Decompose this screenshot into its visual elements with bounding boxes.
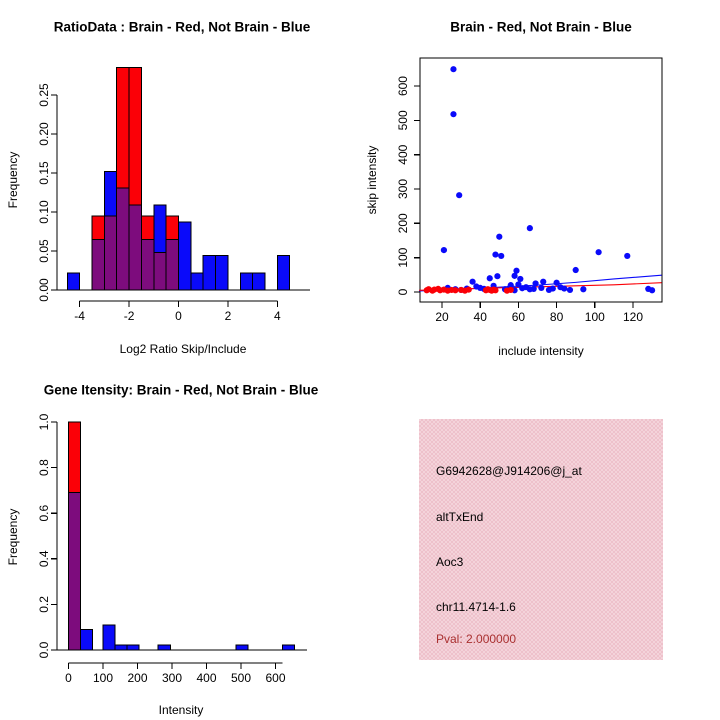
y-tick-label: 500 — [396, 110, 410, 131]
scatter-point-red — [492, 287, 498, 293]
ratio-hist-ylabel: Frequency — [6, 151, 20, 209]
hist-bar-overlap — [166, 239, 178, 290]
x-tick-label: 200 — [127, 671, 148, 685]
hist-bar — [67, 273, 79, 290]
y-tick-label: 0.8 — [37, 459, 51, 476]
y-tick-label: 200 — [396, 213, 410, 234]
hist-bar-overlap — [117, 188, 129, 290]
scatter-point-blue — [469, 279, 475, 285]
hist-bar — [191, 273, 203, 290]
x-tick-label: -2 — [123, 309, 135, 323]
scatter-point-blue — [532, 280, 538, 286]
scatter-point-blue — [492, 251, 498, 257]
scatter-ylabel: skip intensity — [365, 145, 379, 215]
y-tick-label: 300 — [396, 178, 410, 200]
scatter-point-blue — [456, 192, 462, 198]
scatter-point-blue — [527, 225, 533, 231]
scatter-point-blue — [450, 111, 456, 117]
x-tick-label: 300 — [161, 671, 183, 685]
scatter-point-blue — [561, 285, 567, 291]
scatter-point-red — [466, 286, 472, 292]
hist-bar-overlap — [104, 216, 116, 290]
y-tick-label: 0.00 — [37, 278, 51, 302]
hist-bar — [240, 273, 252, 290]
y-tick-label: 100 — [396, 247, 410, 268]
y-tick-label: 1.0 — [37, 413, 51, 431]
hist-bar — [253, 273, 265, 290]
x-tick-label: -4 — [74, 309, 85, 323]
gene-hist-title: Gene Itensity: Brain - Red, Not Brain - Blue — [43, 382, 319, 398]
x-tick-label: 500 — [230, 671, 252, 685]
y-tick-label: 0.2 — [37, 596, 51, 613]
pval-text: Pval: 2.000000 — [436, 632, 517, 646]
x-tick-label: 0 — [175, 309, 182, 323]
plot-box — [420, 58, 662, 302]
y-tick-label: 0.4 — [37, 550, 51, 568]
gene-hist-ylabel: Frequency — [6, 508, 20, 566]
x-tick-label: 80 — [549, 310, 564, 324]
event-type-text: altTxEnd — [436, 510, 484, 524]
ratio-hist-title: RatioData : Brain - Red, Not Brain - Blue — [53, 19, 311, 35]
gene-info-box — [419, 419, 663, 660]
scatter-point-blue — [517, 276, 523, 282]
y-tick-label: 0 — [396, 288, 410, 296]
location-text: chr11.4714-1.6 — [436, 600, 516, 614]
hist-bar-overlap — [129, 205, 141, 290]
hist-bar — [179, 222, 191, 290]
scatter-point-blue — [496, 234, 502, 240]
scatter-point-blue — [567, 287, 573, 293]
y-tick-label: 0.6 — [37, 504, 51, 522]
probe-id-text: G6942628@J914206@j_at — [436, 464, 582, 478]
scatter-point-blue — [498, 253, 504, 259]
hist-bar-overlap — [69, 493, 81, 650]
x-tick-label: 0 — [65, 671, 72, 685]
scatter-point-blue — [494, 273, 500, 279]
y-tick-label: 0.15 — [37, 161, 51, 185]
y-tick-label: 0.0 — [37, 641, 51, 659]
hist-bar — [127, 645, 139, 650]
x-tick-label: 600 — [265, 671, 286, 685]
y-tick-label: 0.25 — [37, 83, 51, 107]
y-tick-label: 0.10 — [37, 200, 51, 224]
scatter-title: Brain - Red, Not Brain - Blue — [450, 19, 632, 35]
hist-bar-overlap — [92, 239, 104, 290]
hist-bar — [236, 645, 248, 650]
y-tick-label: 0.20 — [37, 122, 51, 146]
scatter-point-blue — [519, 285, 525, 291]
x-tick-label: 100 — [584, 310, 605, 324]
scatter-point-blue — [624, 253, 630, 259]
hist-bar — [216, 256, 228, 290]
scatter-point-red — [452, 287, 458, 293]
scatter-point-blue — [573, 267, 579, 273]
x-tick-label: 100 — [92, 671, 114, 685]
hist-bar — [282, 645, 294, 650]
ratio-hist-xlabel: Log2 Ratio Skip/Include — [119, 342, 247, 356]
ratio-histogram-plot — [0, 0, 360, 360]
x-tick-label: 20 — [435, 310, 449, 324]
x-tick-label: 60 — [511, 310, 526, 324]
x-tick-label: 2 — [224, 309, 232, 323]
x-tick-label: 40 — [473, 310, 487, 324]
scatter-point-blue — [441, 247, 447, 253]
scatter-point-blue — [450, 66, 456, 72]
hist-bar — [203, 256, 215, 290]
scatter-point-blue — [511, 273, 517, 279]
scatter-point-blue — [546, 287, 552, 293]
gene-hist-xlabel: Intensity — [158, 703, 204, 717]
hist-bar — [103, 625, 115, 650]
scatter-point-red — [508, 287, 514, 293]
scatter-point-blue — [487, 275, 493, 281]
scatter-point-blue — [596, 249, 602, 255]
x-tick-label: 4 — [274, 309, 281, 323]
intensity-scatter-plot — [360, 0, 720, 360]
scatter-point-blue — [538, 285, 544, 291]
scatter-point-blue — [649, 287, 655, 293]
scatter-point-blue — [527, 286, 533, 292]
x-tick-label: 120 — [622, 310, 644, 324]
scatter-point-blue — [580, 286, 586, 292]
gene-intensity-histogram-plot — [0, 360, 360, 720]
y-tick-label: 0.05 — [37, 239, 51, 263]
scatter-xlabel: include intensity — [498, 344, 584, 358]
hist-bar — [115, 645, 127, 650]
y-tick-label: 600 — [396, 76, 410, 97]
hist-bar — [81, 629, 93, 650]
gene-name-text: Aoc3 — [436, 555, 464, 569]
scatter-point-blue — [540, 279, 546, 285]
y-tick-label: 400 — [396, 144, 410, 165]
hist-bar-overlap — [141, 239, 153, 290]
hist-bar — [277, 256, 289, 290]
hist-bar-overlap — [154, 253, 166, 290]
hist-bar — [158, 645, 170, 650]
x-tick-label: 400 — [196, 671, 217, 685]
